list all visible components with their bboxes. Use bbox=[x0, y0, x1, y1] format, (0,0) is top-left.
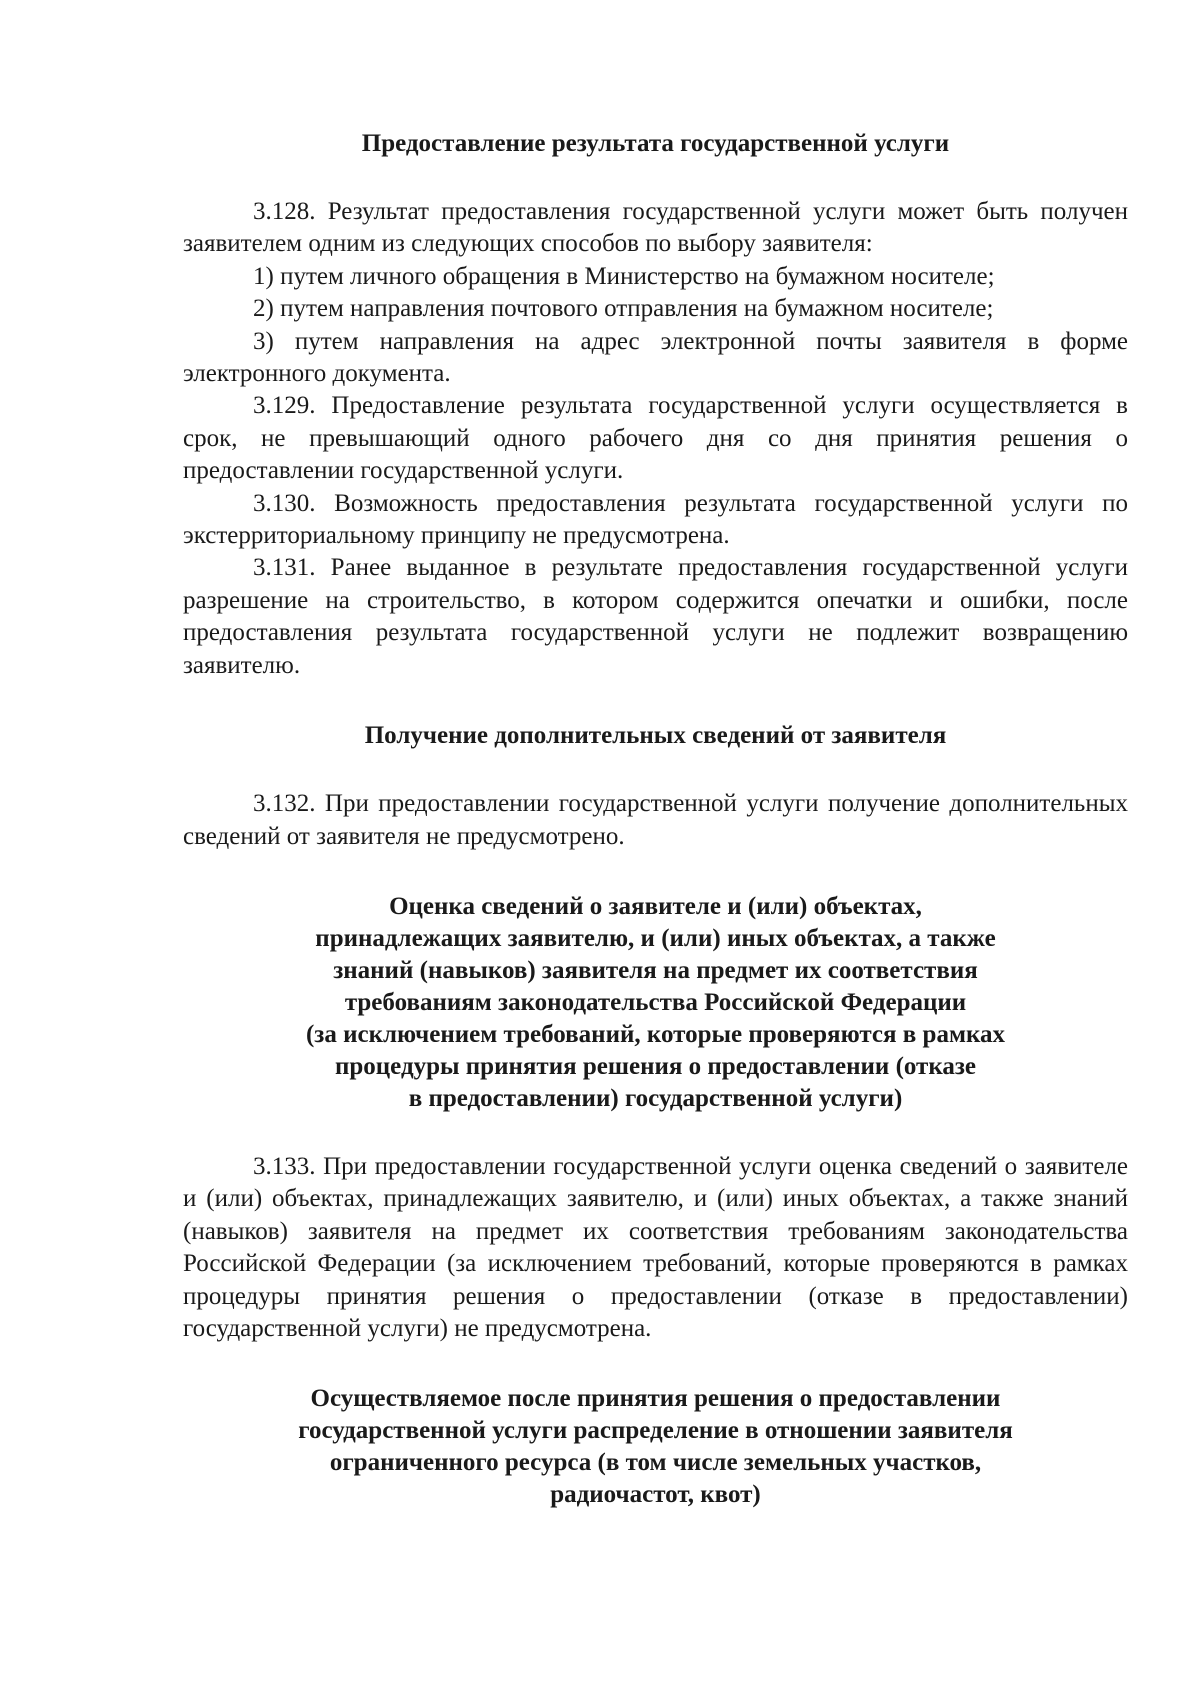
heading-line: ограниченного ресурса (в том числе земельных участков, bbox=[329, 1449, 982, 1477]
section-heading-resource-allocation bbox=[183, 1383, 1128, 1511]
heading-line: требованиям законодательства Российской Федерации bbox=[344, 988, 967, 1016]
list-item-1: 1) путем личного обращения в Министерство на бумажном носителе; bbox=[253, 262, 995, 290]
heading-line: Осуществляемое после принятия решения о предоставлении bbox=[310, 1385, 1001, 1413]
heading-line: Предоставление результата государственной услуги bbox=[361, 130, 950, 157]
heading-line: в предоставлении) государственной услуги) bbox=[408, 1084, 903, 1112]
section-heading-additional-info bbox=[183, 720, 1128, 752]
heading-line: государственной услуги распределение в отношении заявителя bbox=[298, 1417, 1013, 1445]
heading-line: (за исключением требований, которые проверяются в рамках bbox=[305, 1020, 1006, 1048]
heading-line: принадлежащих заявителю, и (или) иных объектах, а также bbox=[315, 924, 996, 952]
paragraph-3-131: 3.131. Ранее выданное в результате предоставления государственной услуги разрешение на строительство, в котором содержится опечатки и ошибки, после предоставления результата государственной услуги не подлежит возвращению заявителю. bbox=[183, 554, 1128, 679]
paragraph-3-132: 3.132. При предоставлении государственной услуги получение дополнительных сведений от заявителя не предусмотрено. bbox=[183, 790, 1128, 850]
paragraph-3-128: 3.128. Результат предоставления государственной услуги может быть получен заявителем одним из следующих способов по выбору заявителя: bbox=[183, 198, 1128, 258]
heading-line: радиочастот, квот) bbox=[550, 1481, 761, 1509]
list-item-2: 2) путем направления почтового отправления на бумажном носителе; bbox=[253, 295, 994, 323]
section-heading-applicant-assessment bbox=[183, 891, 1128, 1115]
heading-line: Оценка сведений о заявителе и (или) объектах, bbox=[389, 892, 922, 920]
paragraph-3-130: 3.130. Возможность предоставления результата государственной услуги по экстерриториальному принципу не предусмотрена. bbox=[183, 489, 1128, 550]
heading-line: Получение дополнительных сведений от заявителя bbox=[364, 722, 947, 750]
paragraph-3-129: 3.129. Предоставление результата государственной услуги осуществляется в срок, не превышающий одного рабочего дня со дня принятия решения о предоставлении государственной услуги. bbox=[183, 392, 1128, 485]
paragraph-3-133: 3.133. При предоставлении государственной услуги оценка сведений о заявителе и (или) объектах, принадлежащих заявителю, и (или) иных объектах, а также знаний (навыков) заявителя на предмет их соответствия требованиям законодательства Российской Федерации (за исключением требований, которые проверяются в рамках процедуры принятия решения о предоставлении (отказе в предоставлении) государственной услуги) не предусмотрена. bbox=[183, 1152, 1128, 1342]
document-page bbox=[183, 128, 1128, 1511]
list-item-3: 3) путем направления на адрес электронной почты заявителя в форме электронного документа. bbox=[183, 327, 1128, 388]
section-heading-result-provision bbox=[183, 128, 1128, 160]
heading-line: знаний (навыков) заявителя на предмет их соответствия bbox=[333, 956, 978, 984]
heading-line: процедуры принятия решения о предоставлении (отказе bbox=[334, 1052, 977, 1080]
